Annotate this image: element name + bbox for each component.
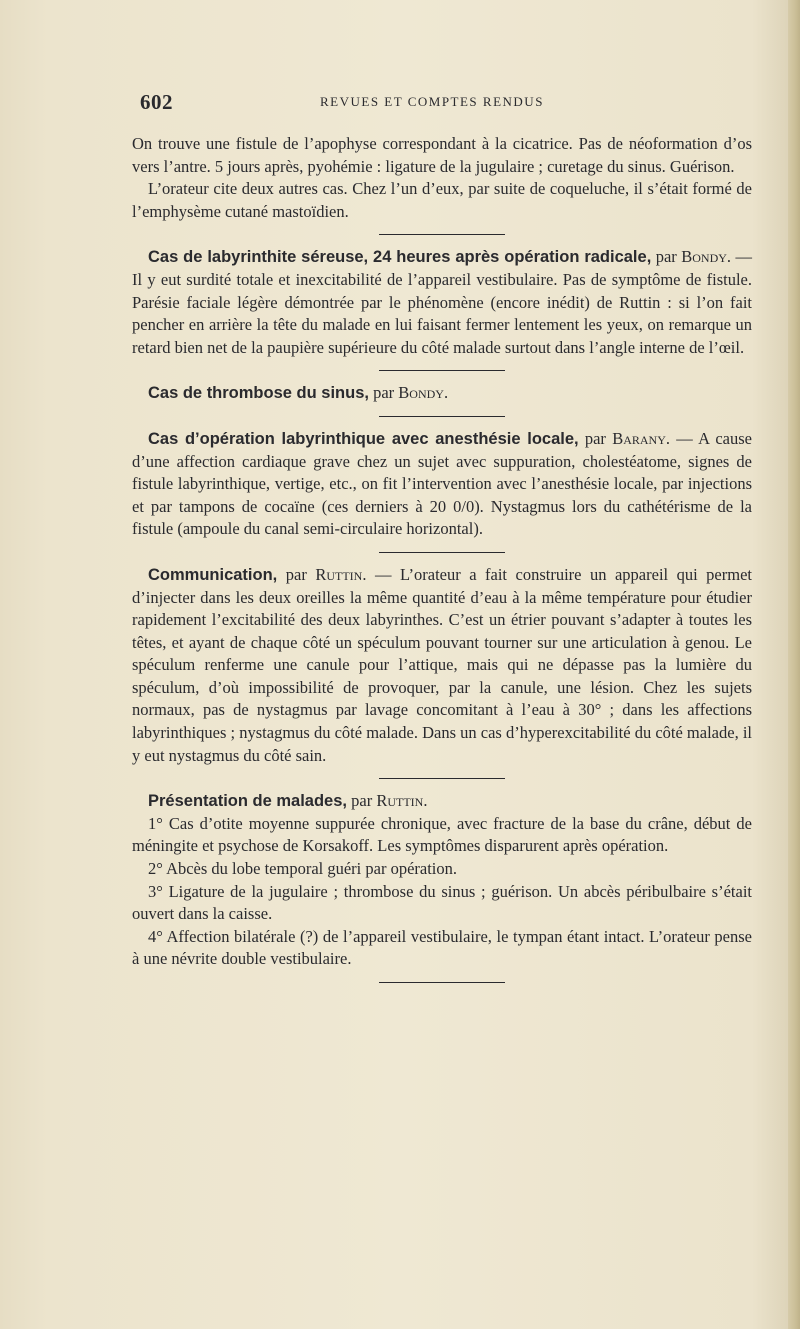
section-divider <box>379 416 505 417</box>
page-header <box>140 90 760 114</box>
author-name: Ruttin <box>376 791 424 811</box>
section-text: . — L’orateur a fait construire un appareil qui permet d’injecter dans les deux oreilles la même quantité d’eau à la même température pour étudier rapidement l’excitabilité des deux labyrinthes. C’est un étrier pouvant s’adapter à toutes les têtes, et ayant de chaque côté un spéculum pouvant tourner sur une articulation à genou. Le spéculum renferme une canule pour l’attique, mais qui ne dépasse pas la lumière du spéculum, d’où impossibilité de provoquer, par la canule, une lésion. Chez les sujets normaux, pas de nystagmus par lavage concomitant à l’eau à 30° ; dans les affections labyrinthiques ; nystagmus du côté malade. Dans un cas d’hyperexcitabilité du côté malade, il y eut nystagmus du côté sain. <box>132 564 752 765</box>
section-heading: Cas de labyrinthite séreuse, 24 heures après opération radicale, <box>148 248 652 267</box>
author-name: Bondy <box>398 383 444 403</box>
page-number: 602 <box>140 90 173 114</box>
section-heading: Cas d’opération labyrinthique avec anesthésie locale, <box>148 429 579 448</box>
section-divider <box>379 552 505 553</box>
section-divider <box>379 370 505 371</box>
section-communication <box>132 564 752 767</box>
section-text: . — A cause d’une affection cardiaque grave chez un sujet avec suppuration, cholestéatome, signes de fistule labyrinthique, vertige, etc., on fit l’intervention avec l’anesthésie locale, par injections et par tampons de cocaïne (ces derniers à 20 0/0). Nystagmus lors du cathétérisme de la fistule (ampoule du canal semi-circulaire horizontal). <box>132 428 752 539</box>
section-heading: Communication, <box>148 565 278 584</box>
section-heading: Cas de thrombose du sinus, <box>148 384 369 403</box>
section-heading: Présentation de malades, <box>148 792 347 811</box>
case-item-2: 2° Abcès du lobe temporal guéri par opération. <box>148 859 458 879</box>
section-text: . <box>443 383 449 403</box>
by-text: par <box>368 383 399 403</box>
by-text: par <box>277 564 316 584</box>
paragraph-intro-2: L’orateur cite deux autres cas. Chez l’un d’eux, par suite de coqueluche, il s’était formé de l’emphysème cutané mastoïdien. <box>132 179 752 221</box>
by-text: par <box>347 791 377 811</box>
case-item-4: 4° Affection bilatérale (?) de l’appareil vestibulaire, le tympan étant intact. L’orateur pense à une névrite double vestibulaire. <box>132 926 752 969</box>
running-head: REVUES ET COMPTES RENDUS <box>320 94 544 109</box>
case-item-3: 3° Ligature de la jugulaire ; thrombose du sinus ; guérison. Un abcès péribulbaire s’était ouvert dans la caisse. <box>132 881 752 924</box>
section-divider <box>379 778 505 779</box>
section-thrombose <box>132 382 752 405</box>
by-text: par <box>651 247 682 267</box>
author-name: Ruttin <box>315 564 363 584</box>
section-divider <box>379 234 505 235</box>
page-edge <box>788 0 800 1329</box>
section-divider <box>379 982 505 983</box>
section-operation <box>132 428 752 541</box>
section-labyrinthite <box>132 246 752 359</box>
section-presentation <box>132 790 752 813</box>
case-item-1: 1° Cas d’otite moyenne suppurée chronique, avec fracture de la base du crâne, début de méningite et psychose de Korsakoff. Les symptômes disparurent après opération. <box>132 813 752 856</box>
article-body <box>132 133 752 994</box>
author-name: Barany <box>612 428 666 448</box>
section-text: . — Il y eut surdité totale et inexcitabilité de l’appareil vestibulaire. Pas de symptôme de fistule. Parésie faciale légère démontrée par le phénomène (encore inédit) de Ruttin : si l’on fait pencher en arrière la tête du malade en lui faisant fermer lentement les yeux, on remarque un retard bien net de la paupière supérieure du côté malade surtout dans l’angle interne de l’œil. <box>132 247 752 357</box>
author-name: Bondy <box>681 247 727 267</box>
paragraph-intro-1: On trouve une fistule de l’apophyse correspondant à la cicatrice. Pas de néoformation d’os vers l’antre. 5 jours après, pyohémie : ligature de la jugulaire ; curetage du sinus. Guérison. <box>132 134 752 176</box>
section-text: . <box>423 791 428 811</box>
by-text: par <box>578 428 613 448</box>
